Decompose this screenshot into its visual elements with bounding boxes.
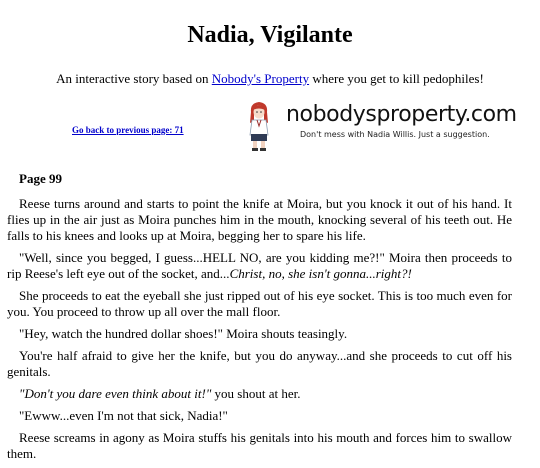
story-italic-quote: "Don't you dare even think about it!" — [19, 386, 212, 401]
banner-tagline: Don't mess with Nadia Willis. Just a suggestion. — [300, 130, 490, 139]
story-paragraph: She proceeds to eat the eyeball she just ripped out of his eye socket. This is too much even for you. You proceed to throw up all over the mall floor. — [7, 288, 512, 319]
page-number-heading: Page 99 — [19, 171, 62, 186]
story-paragraph — [7, 250, 512, 282]
nobodys-property-link[interactable]: Nobody's Property — [211, 71, 310, 86]
story-text-span: you shout at her. — [211, 386, 301, 401]
story-paragraph: You're half afraid to give her the knife, but you do anyway...and she proceeds to cut off his genitals. — [7, 348, 512, 379]
page-title: Nadia, Vigilante — [187, 22, 353, 48]
nobodysproperty-banner[interactable] — [241, 97, 531, 152]
nadia-character-image — [244, 99, 274, 151]
story-paragraph — [7, 386, 512, 402]
story-paragraph: "Hey, watch the hundred dollar shoes!" Moira shouts teasingly. — [19, 326, 348, 341]
story-paragraph: Reese screams in agony as Moira stuffs his genitals into his mouth and forces him to swallow them. — [7, 430, 512, 461]
back-to-previous-page-link[interactable]: Go back to previous page: 71 — [72, 125, 184, 135]
subtitle-text-after: where you get to kill pedophiles! — [309, 71, 484, 86]
story-text-span: "Well, since you begged, I guess...HELL NO, are you kidding me?!" Moira then proceeds to rip Reese's left eye out of the socket, and... — [7, 250, 512, 281]
story-paragraph: Reese turns around and starts to point the knife at Moira, but you knock it out of his hand. It flies up in the air just as Moira punches him in the mouth, knocking several of his teeth out. He falls to his knees and looks up at Moira, begging her to spare his life. — [7, 196, 512, 243]
subtitle-text-before: An interactive story based on — [56, 71, 212, 86]
story-paragraph: "Ewww...even I'm not that sick, Nadia!" — [19, 408, 228, 423]
banner-site-name: nobodysproperty.com — [286, 102, 517, 127]
story-text — [7, 196, 512, 468]
story-description — [0, 71, 540, 87]
story-italic-thought: Christ, no, she isn't gonna...right?! — [229, 266, 412, 281]
